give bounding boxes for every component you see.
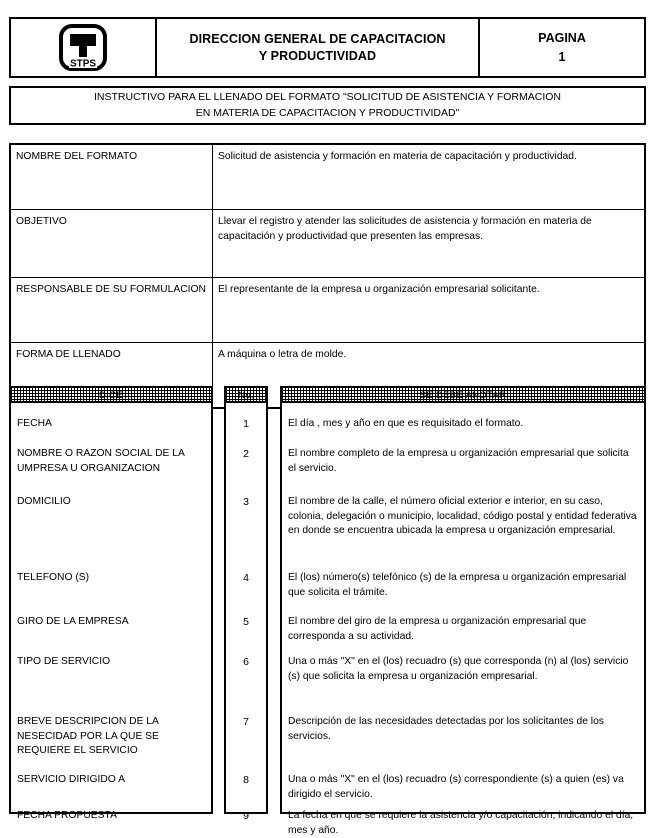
list-item: 8 bbox=[243, 774, 249, 786]
list-item: GIRO DE LA EMPRESA bbox=[17, 616, 129, 627]
list-item: El nombre del giro de la empresa u organización empresarial que corresponda a su actividad. bbox=[288, 616, 587, 642]
info-value: A máquina o letra de molde. bbox=[213, 343, 646, 409]
no-column-body bbox=[226, 403, 266, 822]
list-item: Descripción de las necesidades detectadas por los solicitantes de los servicios. bbox=[288, 716, 604, 742]
header-title-line2: Y PRODUCTIVIDAD bbox=[258, 48, 377, 63]
info-key: RESPONSABLE DE SU FORMULACION bbox=[10, 278, 213, 343]
dice-column-header bbox=[11, 388, 211, 403]
table-row bbox=[10, 144, 645, 210]
no-column bbox=[224, 386, 268, 822]
document-header bbox=[9, 17, 646, 78]
dice-header-label: DICE bbox=[99, 390, 123, 401]
info-key: FORMA DE LLENADO bbox=[10, 343, 213, 409]
list-item: 7 bbox=[243, 716, 249, 728]
list-item: 9 bbox=[243, 810, 249, 822]
dice-column-body bbox=[11, 403, 211, 821]
list-item: 3 bbox=[243, 496, 249, 508]
list-item: FECHA bbox=[17, 418, 52, 429]
stps-logo-icon bbox=[57, 24, 109, 72]
list-item: 4 bbox=[243, 572, 249, 584]
logo-cell bbox=[11, 19, 157, 76]
info-table bbox=[9, 143, 646, 409]
banner-line1: INSTRUCTIVO PARA EL LLENADO DEL FORMATO "SOLICITUD DE ASISTENCIA Y FORMACION bbox=[94, 91, 561, 104]
list-item: Una o más "X" en el (los) recuadro (s) que corresponda (n) al (los) servicio (s) que solicita la empresa u organización empresarial. bbox=[288, 656, 629, 682]
dice-column bbox=[9, 386, 213, 821]
list-item: 5 bbox=[243, 616, 249, 628]
header-title bbox=[157, 19, 480, 76]
anotar-column-body bbox=[282, 403, 644, 836]
list-item: SERVICIO DIRIGIDO A bbox=[17, 774, 125, 785]
list-item: Una o más "X" en el (los) recuadro (s) correspondiente (s) a quien (es) va dirigido el servicio. bbox=[288, 774, 624, 800]
list-item: El nombre de la calle, el número oficial exterior e interior, en su caso, colonia, delegación o municipio, localidad, código postal y entidad federativa en donde se encuentra ubicada la empresa u organización empresarial. bbox=[288, 496, 637, 537]
list-item: El día , mes y año en que es requisitado el formato. bbox=[288, 418, 524, 429]
header-title-line1: DIRECCION GENERAL DE CAPACITACION bbox=[189, 31, 446, 46]
no-column-header bbox=[226, 388, 266, 403]
banner-text bbox=[86, 90, 569, 120]
anotar-header-label: SE DEBE ANOTAR bbox=[419, 390, 507, 401]
no-header-label: No. bbox=[238, 390, 254, 401]
page-indicator bbox=[480, 19, 644, 76]
list-item: DOMICILIO bbox=[17, 496, 71, 507]
table-row bbox=[10, 278, 645, 343]
info-key: NOMBRE DEL FORMATO bbox=[10, 144, 213, 210]
list-item: NOMBRE O RAZON SOCIAL DE LA UMPRESA U ORGANIZACION bbox=[17, 448, 185, 474]
svg-text:STPS: STPS bbox=[69, 58, 97, 69]
info-value: Solicitud de asistencia y formación en materia de capacitación y productividad. bbox=[213, 144, 646, 210]
table-row bbox=[10, 210, 645, 278]
info-key: OBJETIVO bbox=[10, 210, 213, 278]
info-value: El representante de la empresa u organización empresarial solicitante. bbox=[213, 278, 646, 343]
anotar-column-header bbox=[282, 388, 644, 403]
list-item: 6 bbox=[243, 656, 249, 668]
list-item: La fecha en que se requiere la asistencia y/o capacitación, indicando el día, mes y año. bbox=[288, 810, 634, 836]
info-value: Llevar el registro y atender las solicitudes de asistencia y formación en materia de capacitación y productividad que presenten las empresas. bbox=[213, 210, 646, 278]
page-number: 1 bbox=[558, 49, 566, 64]
list-item: 1 bbox=[243, 418, 249, 430]
list-item: TIPO DE SERVICIO bbox=[17, 656, 111, 667]
page-label: PAGINA bbox=[538, 31, 586, 46]
list-item: 2 bbox=[243, 448, 249, 460]
instructivo-banner bbox=[9, 86, 646, 125]
list-item: El nombre completo de la empresa u organización empresarial que solicita el servicio. bbox=[288, 448, 629, 474]
list-item: FECHA PROPUESTA bbox=[17, 810, 117, 821]
banner-line2: EN MATERIA DE CAPACITACION Y PRODUCTIVIDAD" bbox=[195, 106, 460, 119]
anotar-column bbox=[280, 386, 646, 836]
list-item: BREVE DESCRIPCION DE LA NESECIDAD POR LA QUE SE REQUIERE EL SERVICIO bbox=[17, 716, 159, 757]
list-item: TELEFONO (S) bbox=[17, 572, 90, 583]
list-item: El (los) número(s) telefónico (s) de la empresa u organización empresarial que solicita el trámite. bbox=[288, 572, 627, 598]
